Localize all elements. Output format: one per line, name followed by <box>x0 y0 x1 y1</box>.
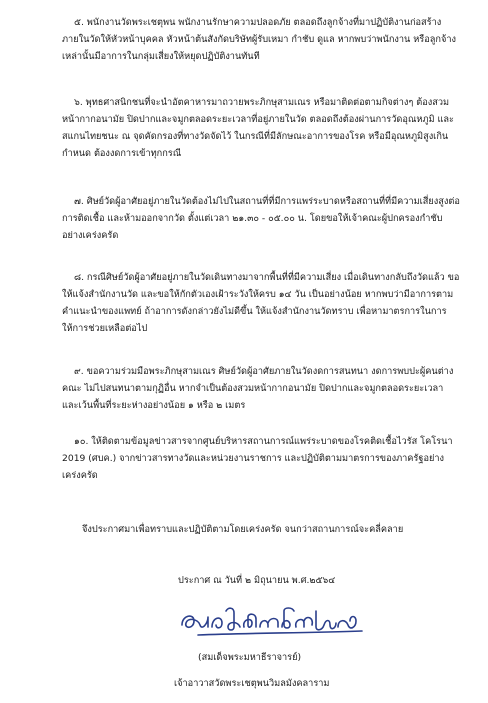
paragraph-8-text: ๘. กรณีศิษย์วัดผู้อาศัยอยู่ภายในวัดเดินทางมาจากพื้นที่ที่มีความเสี่ยง เมื่อเดินทางกลับถึงวัดแล้ว ขอให้แจ้งสำนักงานวัด และขอให้กักตัวเองเฝ้าระวังให้ครบ ๑๔ วัน เป็นอย่างน้อย หากพบว่ามีอาการตามคำแนะนำของแพทย์ ถ้าอาการดังกล่าวยังไม่ดีขึ้น ให้แจ้งสำนักงานวัดทราบ เพื่อหามาตรการในการให้การช่วยเหลือต่อไป <box>62 272 460 334</box>
closing-statement: จึงประกาศมาเพื่อทราบและปฏิบัติตามโดยเคร่งครัด จนกว่าสถานการณ์จะคลี่คลาย <box>82 524 404 535</box>
paragraph-5 <box>62 14 460 65</box>
paragraph-5-text: ๕. พนักงานวัดพระเชตุพน พนักงานรักษาความปลอดภัย ตลอดถึงลูกจ้างที่มาปฏิบัติงานก่อสร้างภายในวัดให้หัวหน้าบุคคล หัวหน้าต้นสังกัดบริษัทผู้รับเหมา กำชับ ดูแล หากพบว่าพนักงาน หรือลูกจ้างเหล่านั้นมีอาการในกลุ่มเสี่ยงให้หยุดปฏิบัติงานทันที <box>62 17 456 62</box>
paragraph-9-text: ๙. ขอความร่วมมือพระภิกษุสามเณร ศิษย์วัดผู้อาศัยภายในวัดงดการสนทนา งดการพบปะผู้คนต่างคณะ ไม่ไปสนทนาตามกุฏิอื่น หากจำเป็นต้องสวมหน้ากากอนามัย ปิดปากและจมูกตลอดระยะเวลา และเว้นพื้นที่ระยะห่างอย่างน้อย ๑ หรือ ๒ เมตร <box>62 366 454 411</box>
paragraph-8 <box>62 269 460 337</box>
paragraph-10-text: ๑๐. ให้ติดตามข้อมูลข่าวสารจากศูนย์บริหารสถานการณ์แพร่ระบาดของโรคติดเชื้อไวรัส โคโรนา 2019 (ศบค.) จากข่าวสารทางวัดและหน่วยงานราชการ และปฏิบัติตามมาตรการของภาครัฐอย่างเคร่งครัด <box>62 436 453 481</box>
paragraph-10 <box>62 433 460 484</box>
paragraph-7 <box>62 193 460 244</box>
paragraph-7-text: ๗. ศิษย์วัดผู้อาศัยอยู่ภายในวัดต้องไม่ไปในสถานที่ที่มีการแพร่ระบาดหรือสถานที่ที่มีความเสี่ยงสูงต่อการติดเชื้อ และห้ามออกจากวัด ตั้งแต่เวลา ๒๑.๓๐ - ๐๕.๐๐ น. โดยขอให้เจ้าคณะผู้ปกครองกำชับอย่างเคร่งครัด <box>62 196 460 241</box>
paragraph-6 <box>62 94 460 162</box>
signature-image <box>178 597 368 641</box>
paragraph-9 <box>62 363 460 414</box>
signer-title: เจ้าอาวาสวัดพระเชตุพนวิมลมังคลาราม <box>174 678 330 689</box>
paragraph-6-text: ๖. พุทธศาสนิกชนที่จะนำอัตคาหารมาถวายพระภิกษุสามเณร หรือมาติดต่อตามกิจต่างๆ ต้องสวมหน้ากากอนามัย ปิดปากและจมูกตลอดระยะเวลาที่อยู่ภายในวัด ตลอดถึงต้องผ่านการวัดอุณหภูมิ และสแกนไทยชนะ ณ จุดคัดกรองที่ทางวัดจัดไว้ ในกรณีที่มีลักษณะอาการของโรค หรือมีอุณหภูมิสูงเกินกำหนด ต้องงดการเข้าทุกกรณี <box>62 97 454 159</box>
signer-name: (สมเด็จพระมหาธีราจารย์) <box>198 652 302 663</box>
announcement-date: ประกาศ ณ วันที่ ๒ มิถุนายน พ.ศ.๒๕๖๔ <box>178 575 336 586</box>
